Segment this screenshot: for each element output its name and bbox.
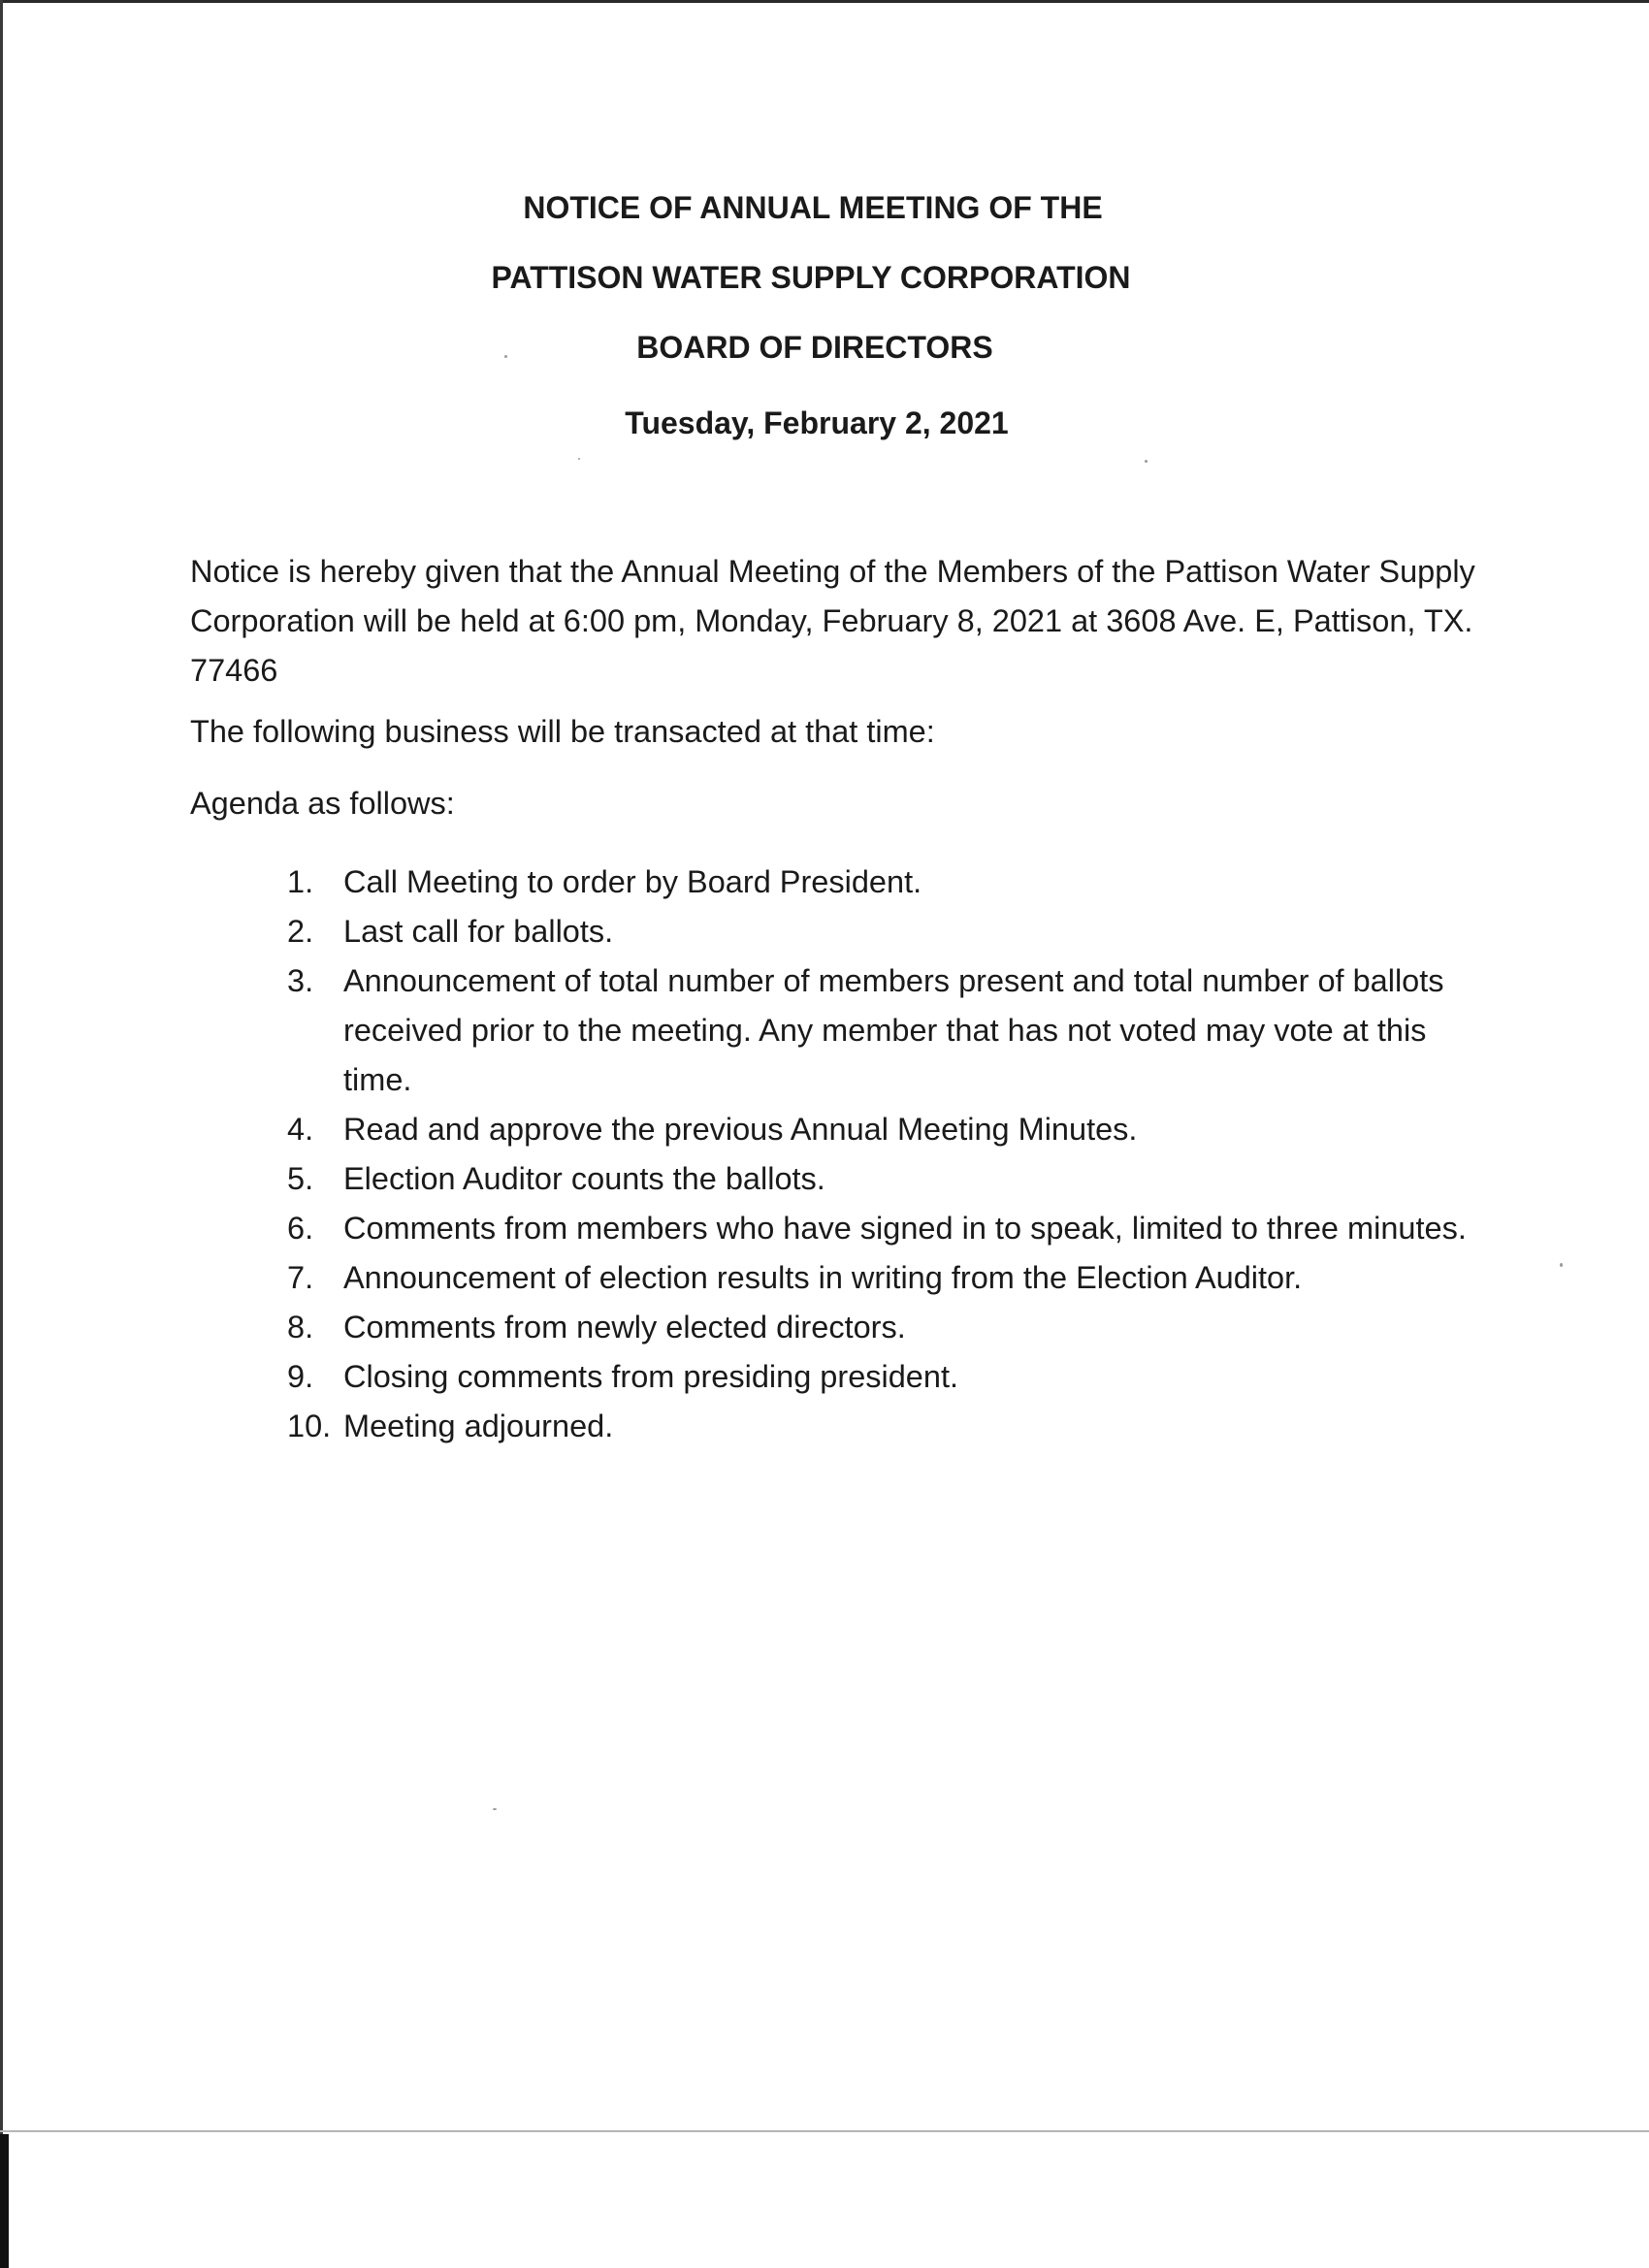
agenda-item: [287, 907, 1490, 956]
agenda-list: [287, 858, 1490, 1451]
heading-line-1: NOTICE OF ANNUAL MEETING OF THE: [523, 190, 1103, 225]
agenda-item-number: 4.: [287, 1112, 314, 1147]
agenda-item-text: Announcement of total number of members present and total number of ballots received prior to the meeting. Any member that has not voted may vote at this time.: [343, 963, 1444, 1097]
scan-speck: [1145, 460, 1148, 463]
agenda-item: [287, 1303, 1490, 1352]
notice-paragraph: Notice is hereby given that the Annual Meeting of the Members of the Pattison Water Supply Corporation will be held at 6:00 pm, Monday, February 8, 2021 at 3608 Ave. E, Pattison, TX. 77466: [190, 554, 1475, 688]
agenda-item-number: 3.: [287, 963, 314, 998]
agenda-item-text: Last call for ballots.: [343, 914, 614, 949]
agenda-item-number: 5.: [287, 1161, 314, 1196]
scan-speck: [493, 1808, 497, 1810]
agenda-item-number: 9.: [287, 1359, 314, 1394]
agenda-label: Agenda as follows:: [190, 786, 455, 821]
agenda-item-number: 8.: [287, 1310, 314, 1345]
agenda-item: [287, 1154, 1490, 1204]
agenda-item-text: Comments from newly elected directors.: [343, 1310, 906, 1345]
agenda-item-number: 7.: [287, 1260, 314, 1295]
heading-line-2: PATTISON WATER SUPPLY CORPORATION: [491, 260, 1131, 295]
heading-date: Tuesday, February 2, 2021: [625, 405, 1009, 440]
heading-line-3: BOARD OF DIRECTORS: [636, 330, 993, 365]
agenda-item: [287, 1352, 1490, 1402]
agenda-item: [287, 1204, 1490, 1253]
agenda-item-text: Read and approve the previous Annual Meeting Minutes.: [343, 1112, 1138, 1147]
agenda-item-text: Announcement of election results in writing from the Election Auditor.: [343, 1260, 1303, 1295]
agenda-item-number: 1.: [287, 864, 314, 899]
agenda-item-number: 10.: [287, 1409, 332, 1443]
agenda-item: [287, 1253, 1490, 1303]
agenda-item-number: 2.: [287, 914, 314, 949]
agenda-item: [287, 1105, 1490, 1154]
agenda-item-text: Call Meeting to order by Board President.: [343, 864, 922, 899]
scan-border-left-dark: [0, 2134, 9, 2268]
agenda-item: [287, 956, 1490, 1105]
agenda-item-text: Comments from members who have signed in to speak, limited to three minutes.: [343, 1211, 1467, 1246]
agenda-item-text: Meeting adjourned.: [343, 1409, 614, 1443]
agenda-item-text: Closing comments from presiding president.: [343, 1359, 959, 1394]
business-statement: The following business will be transacted at that time:: [190, 714, 935, 749]
scan-speck: [1560, 1263, 1563, 1267]
agenda-item: [287, 858, 1490, 907]
scan-speck: [578, 458, 580, 460]
scan-border-top: [0, 0, 1649, 3]
agenda-item-number: 6.: [287, 1211, 314, 1246]
page-bottom-edge: [0, 2130, 1649, 2132]
agenda-item-text: Election Auditor counts the ballots.: [343, 1161, 825, 1196]
agenda-item: [287, 1402, 1490, 1451]
